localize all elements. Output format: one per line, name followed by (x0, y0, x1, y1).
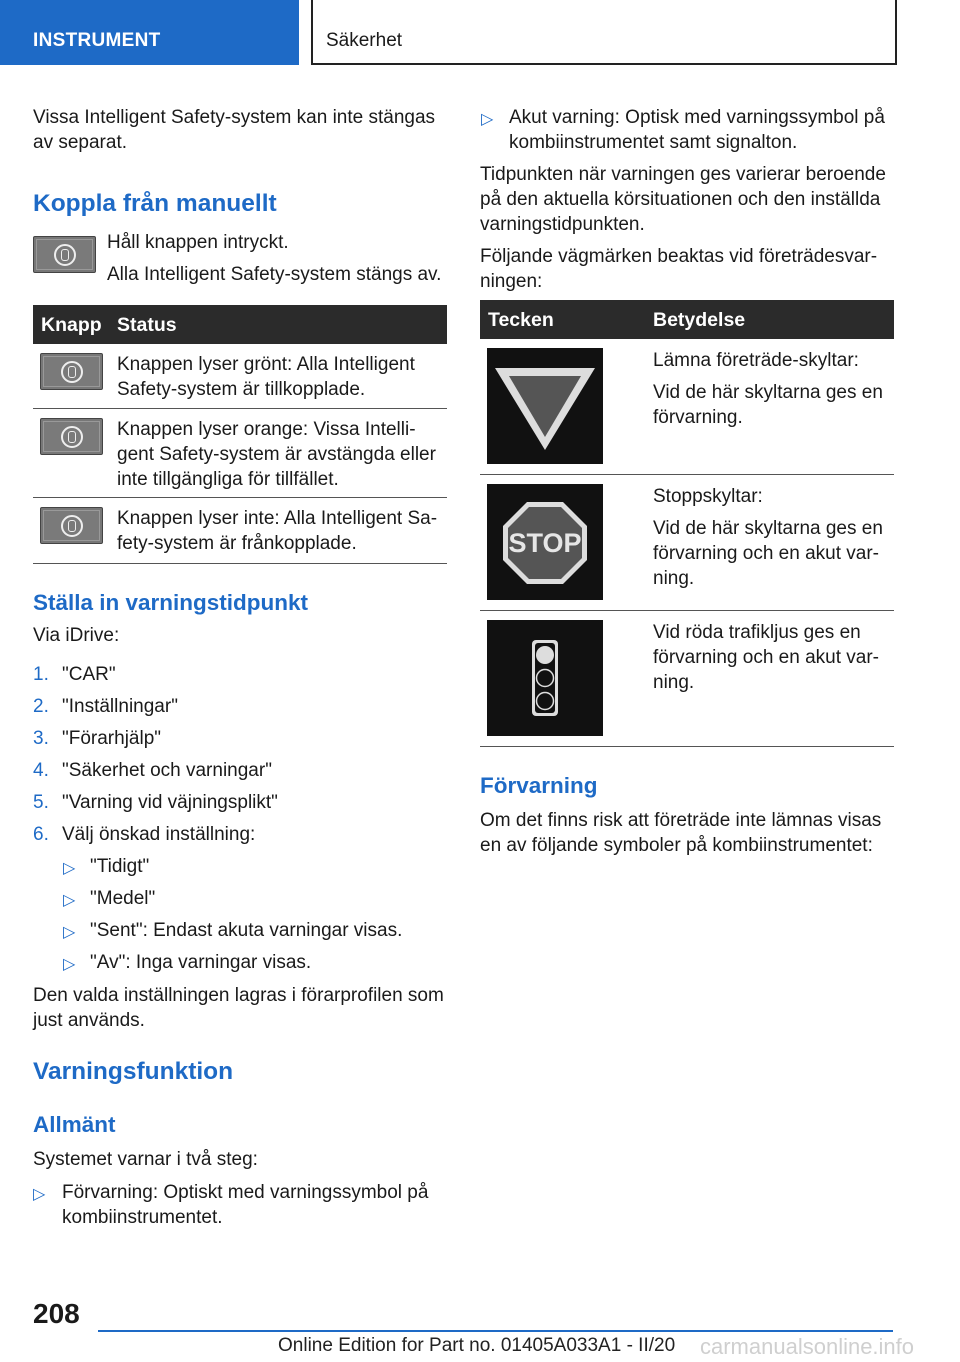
forvarning-bullet-2: kombiinstrumentet. (62, 1207, 223, 1228)
step-text: Välj önskad inställning: (62, 824, 256, 845)
triangle-right-icon: ▷ (63, 860, 76, 877)
chapter-tab (311, 0, 897, 65)
table2-header (480, 300, 894, 339)
koppla-line-2: Alla Intelligent Safety-system stängs av. (107, 264, 442, 285)
intro-line-2: av separat. (33, 132, 127, 153)
heading-forvarning: Förvarning (480, 773, 598, 798)
table1-header (33, 305, 447, 344)
table2-divider (480, 474, 894, 475)
traffic-light-image (487, 620, 603, 736)
step-number: 6. (33, 824, 49, 845)
steg-text: Systemet varnar i två steg: (33, 1149, 258, 1170)
step-number: 5. (33, 792, 49, 813)
table1-row1-line2: Safety-system är tillkopplade. (117, 379, 366, 400)
step-number: 4. (33, 760, 49, 781)
table2-col-betydelse: Betydelse (653, 309, 746, 331)
button-orange-icon (40, 418, 103, 455)
table2-col-tecken: Tecken (488, 309, 554, 331)
yield-sign-icon (487, 348, 603, 464)
table1-row2-line2: gent Safety-system är avstängda eller (117, 444, 436, 465)
section-label: INSTRUMENT (33, 30, 161, 51)
step-text: "Förarhjälp" (62, 728, 162, 749)
table1-row3-line2: fety-system är frånkopplade. (117, 533, 357, 554)
foljande-line-2: ningen: (480, 271, 543, 292)
option-text: "Medel" (90, 888, 156, 909)
forvarning-line-2: en av följande symboler på kombiinstrumentet: (480, 835, 873, 856)
table1-divider (33, 563, 447, 564)
heading-koppla: Koppla från manuellt (33, 190, 277, 217)
heading-stalla: Ställa in varningstidpunkt (33, 590, 309, 615)
table1-col-status: Status (117, 314, 177, 336)
akut-bullet-2: kombiinstrumentet samt signalton. (509, 132, 798, 153)
table2-row2-title: Stoppskyltar: (653, 486, 763, 507)
table1-divider (33, 408, 447, 409)
footer-edition: Online Edition for Part no. 01405A033A1 - II/20 (278, 1335, 676, 1356)
step-number: 1. (33, 664, 49, 685)
table1-divider (33, 497, 447, 498)
step-text: "Säkerhet och varningar" (62, 760, 272, 781)
triangle-right-icon: ▷ (63, 924, 76, 941)
forvarning-line-1: Om det finns risk att företräde inte lämnas visas (480, 810, 882, 831)
via-idrive: Via iDrive: (33, 625, 120, 646)
yield-sign-image (487, 348, 603, 464)
table2-row1-line2: förvarning. (653, 407, 743, 428)
option-text: "Sent": Endast akuta varningar visas. (90, 920, 403, 941)
tidpunkt-line-2: på den aktuella körsituationen och den inställda (480, 189, 881, 210)
section-tab (0, 0, 299, 65)
akut-bullet-1: Akut varning: Optisk med varningssymbol på (509, 107, 885, 128)
table1-row2-line1: Knappen lyser orange: Vissa Intelli- (117, 419, 416, 440)
chapter-label: Säkerhet (326, 30, 403, 51)
button-off-icon (40, 507, 103, 544)
footer-divider (98, 1330, 893, 1332)
tidpunkt-line-1: Tidpunkten när varningen ges varierar beroende (480, 164, 886, 185)
intelligent-safety-button-icon (33, 236, 96, 273)
saved-line-1: Den valda inställningen lagras i förarprofilen som (33, 985, 444, 1006)
step-number: 2. (33, 696, 49, 717)
koppla-line-1: Håll knappen intryckt. (107, 232, 289, 253)
tidpunkt-line-3: varningstidpunkten. (480, 214, 645, 235)
table2-row3-line3: ning. (653, 672, 695, 693)
step-text: "CAR" (62, 664, 116, 685)
triangle-right-icon: ▷ (63, 892, 76, 909)
triangle-right-icon: ▷ (481, 111, 494, 128)
page-number: 208 (33, 1298, 80, 1329)
stop-sign-icon (487, 484, 603, 600)
table2-row3-line1: Vid röda trafikljus ges en (653, 622, 861, 643)
table2-row2-line3: ning. (653, 568, 695, 589)
option-text: "Tidigt" (90, 856, 150, 877)
watermark: carmanualsonline.info (700, 1334, 915, 1359)
step-text: "Inställningar" (62, 696, 178, 717)
table1-row2-line3: inte tillgängliga för tillfället. (117, 469, 339, 490)
button-green-icon (40, 353, 103, 390)
option-text: "Av": Inga varningar visas. (90, 952, 312, 973)
intro-line-1: Vissa Intelligent Safety-system kan inte stängas (33, 107, 436, 128)
table2-divider (480, 610, 894, 611)
table2-row1-title: Lämna företräde-skyltar: (653, 350, 859, 371)
saved-line-2: just används. (33, 1010, 145, 1031)
triangle-right-icon: ▷ (63, 956, 76, 973)
table1-row3-line1: Knappen lyser inte: Alla Intelligent Sa- (117, 508, 438, 529)
stop-sign-image (487, 484, 603, 600)
table2-row2-line2: förvarning och en akut var- (653, 543, 880, 564)
forvarning-bullet-1: Förvarning: Optiskt med varningssymbol på (62, 1182, 429, 1203)
traffic-light-icon (487, 620, 603, 736)
triangle-right-icon: ▷ (33, 1186, 46, 1203)
heading-varningsfunktion: Varningsfunktion (33, 1058, 234, 1085)
table2-row2-line1: Vid de här skyltarna ges en (653, 518, 883, 539)
step-text: "Varning vid väjningsplikt" (62, 792, 278, 813)
table2-row1-line1: Vid de här skyltarna ges en (653, 382, 883, 403)
table2-divider (480, 746, 894, 747)
table1-col-knapp: Knapp (41, 314, 102, 336)
table1-row1-line1: Knappen lyser grönt: Alla Intelligent (117, 354, 415, 375)
step-number: 3. (33, 728, 49, 749)
table2-row3-line2: förvarning och en akut var- (653, 647, 880, 668)
heading-allmant: Allmänt (33, 1112, 116, 1137)
foljande-line-1: Följande vägmärken beaktas vid företrädesvar- (480, 246, 878, 267)
stop-sign-text: STOP (508, 528, 582, 558)
